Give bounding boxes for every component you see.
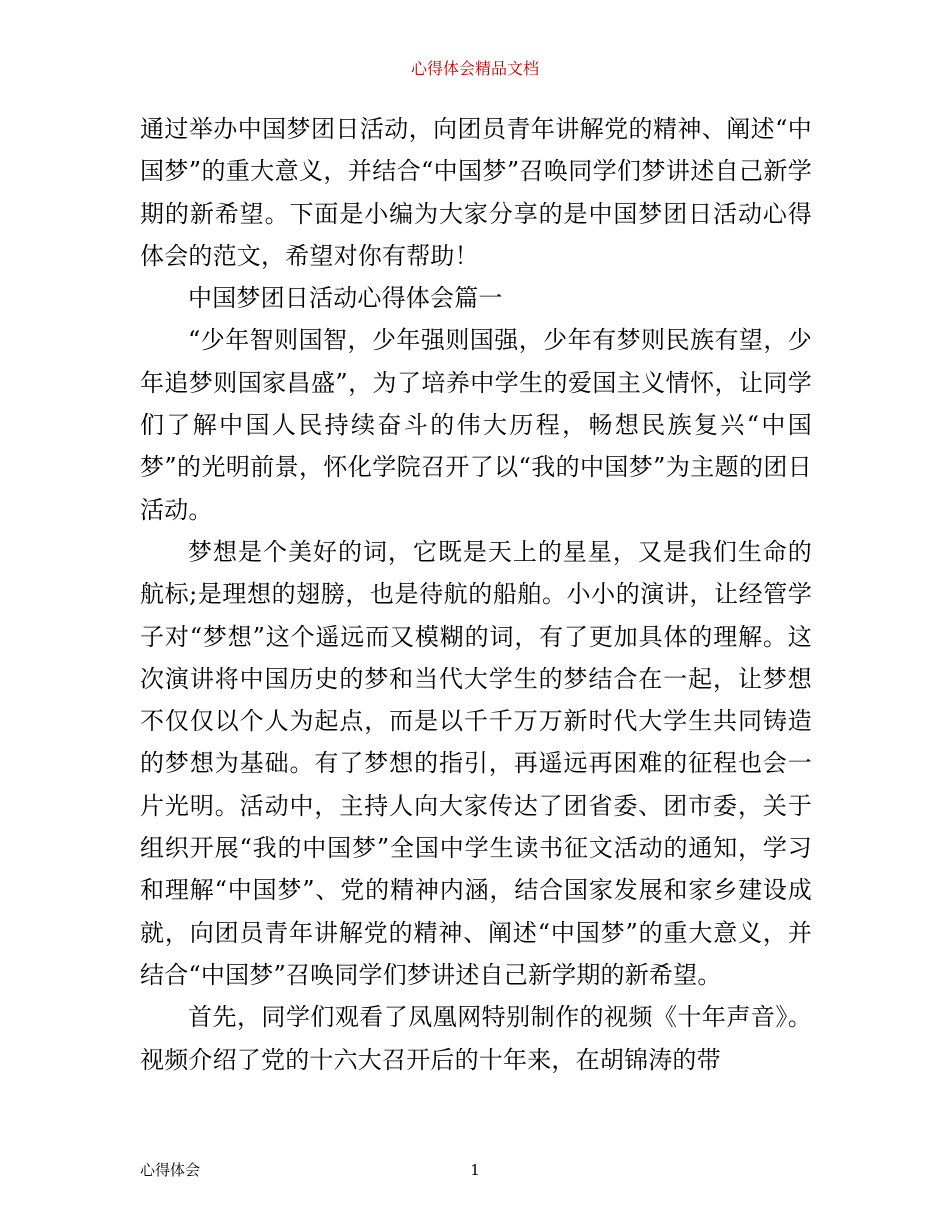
body-paragraph-1: “少年智则国智，少年强则国强，少年有梦则民族有望，少年追梦则国家昌盛”，为了培养中学生的爱国主义情怀，让同学们了解中国人民持续奋斗的伟大历程，畅想民族复兴“中国梦”的光明前景，怀化学院召开了以“我的中国梦”为主题的团日活动。: [140, 326, 812, 524]
section-heading: 中国梦团日活动心得体会篇一: [188, 284, 503, 313]
page-number: 1: [470, 1161, 480, 1179]
footer-label: 心得体会: [140, 1161, 201, 1179]
intro-paragraph: 通过举办中国梦团日活动，向团员青年讲解党的精神、阐述“中国梦”的重大意义，并结合“中国梦”召唤同学们梦讲述自己新学期的新希望。下面是小编为大家分享的是中国梦团日活动心得体会的范文，希望对你有帮助！: [140, 115, 812, 270]
body-paragraph-3: 首先，同学们观看了凤凰网特别制作的视频《十年声音》。视频介绍了党的十六大召开后的十年来，在胡锦涛的带: [140, 1003, 812, 1074]
document-body: [140, 108, 812, 1081]
body-paragraph-2: 梦想是个美好的词，它既是天上的星星，又是我们生命的航标;是理想的翅膀，也是待航的船舶。小小的演讲，让经管学子对“梦想”这个遥远而又模糊的词，有了更加具体的理解。这次演讲将中国历史的梦和当代大学生的梦结合在一起，让梦想不仅仅以个人为起点，而是以千千万万新时代大学生共同铸造的梦想为基础。有了梦想的指引，再遥远再困难的征程也会一片光明。活动中，主持人向大家传达了团省委、团市委，关于组织开展“我的中国梦”全国中学生读书征文活动的通知，学习和理解“中国梦”、党的精神内涵，结合国家发展和家乡建设成就，向团员青年讲解党的精神、阐述“中国梦”的重大意义，并结合“中国梦”召唤同学们梦讲述自己新学期的新希望。: [140, 537, 812, 989]
page-header-title: 心得体会精品文档: [410, 59, 539, 78]
